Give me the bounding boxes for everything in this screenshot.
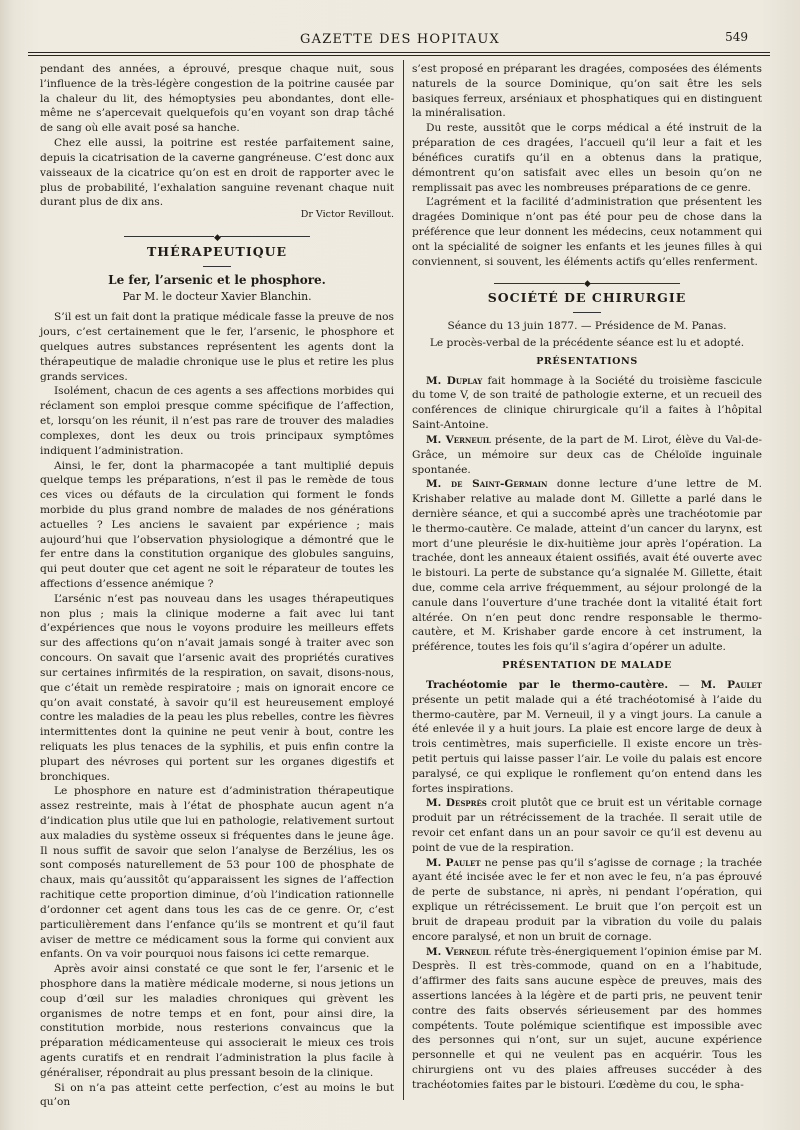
paragraph: Chez elle aussi, la poitrine est restée parfaitement saine, depuis la cicatrisation de la caverne gangréneuse. C’est donc aux vaisseaux de la cicatrice qu’on est en droit de rapporter avec le plus de probabilité, l’exhalation sanguine revenant chaque nuit durant plus de dix ans. (40, 137, 394, 209)
journal-title: GAZETTE DES HOPITAUX (300, 32, 500, 47)
paragraph: L’agrément et la facilité d’administration que présentent les dragées Dominique n’ont pas été pour peu de chose dans la préférence que leur donnent les médecins, ceux notamment qui ont la spécialité de soigner les enfants et les jeunes filles à qui conviennent, si souvent, les éléments actifs qu’elles renferment. (412, 196, 762, 268)
entry-text: fait hommage à la Société du troisième fascicule du tome V, de son traité de pathologie externe, et un recueil des conférences de clinique chirurgicale qu’il a faites à l’hôpital Saint-Antoine. (412, 374, 762, 432)
left-column (40, 62, 394, 1110)
discussion-entry (412, 945, 762, 1093)
paragraph: pendant des années, a éprouvé, presque chaque nuit, sous l’influence de la très-légère congestion de la poitrine causée par la chaleur du lit, des hémoptysies peu abondantes, dont elle-même ne s’apercevait quelquefois qu’en voyant son drap tâché de sang où elle avait posé sa hanche. (40, 63, 394, 135)
paragraph: Après avoir ainsi constaté ce que sont le fer, l’arsenic et le phosphore dans la matière médicale moderne, si nous jetions un coup d’œil sur les maladies chroniques qui grèvent les organismes de notre temps et en font, pour ainsi dire, la constitution morbide, nous resterions convaincus que la préparation médicamenteuse qui associerait le mieux ces trois agents curatifs et en rendrait l’administration la plus facile à généraliser, répondrait au plus pressant besoin de la clinique. (40, 963, 394, 1079)
paragraph: Ainsi, le fer, dont la pharmacopée a tant multiplié depuis quelque temps les préparations, n’est il pas le remède de tous ces vices ou défauts de la circulation qui forment le fonds morbide du plus grand nombre de malades de nos générations actuelles ? Les anciens le savaient par expérience ; mais aujourd’hui que l’observation physiologique a démontré que le fer entre dans la constitution organique des globules sanguins, qui peut douter que cet agent ne soit le réparateur de toutes les affections d’essence anémique ? (40, 459, 394, 590)
page-header (30, 30, 770, 50)
author-signature: Dr Victor Revillout. (300, 209, 394, 221)
paragraph: L’arsénic n’est pas nouveau dans les usages thérapeutiques non plus ; mais la clinique moderne a fait avec lui tant d’expériences que nous le voyons produire les meilleurs effets sur des affections qu’on n’avait jamais songé à traiter avec son concours. On savait que l’arsenic avait des propriétés curatives sur certaines infirmités de la respiration, on savait, disons-nous, que c’était un remède respiratoire ; mais on ignorait encore ce qu’on avait constaté, à savoir qu’il est heureusement employé contre les maladies de la peau les plus rebelles, contre les fièvres intermittentes dont la quinine ne peut venir à bout, contre les reliquats les plus tenaces de la syphilis, et puis enfin contre la plupart des névroses qui portent sur les organes digestifs et bronchiques. (40, 592, 394, 783)
header-rule (28, 52, 770, 53)
article-title: Le fer, l’arsenic et le phosphore. (108, 272, 326, 287)
section-ornament: ◆ (412, 276, 762, 286)
presentations-heading: PRÉSENTATIONS (536, 355, 638, 367)
speaker-name: M. Paulet (426, 856, 481, 869)
entry-text: croit plutôt que ce bruit est un véritable cornage produit par un rétrécissement de la trachée. Il serait utile de revoir cet enfant dans un an pour savoir ce qu’il est devenu au point de vue de la respiration. (412, 797, 763, 854)
article-author: Par M. le docteur Xavier Blanchin. (122, 289, 312, 303)
patient-heading: PRÉSENTATION DE MALADE (502, 660, 672, 672)
paragraph: Si on n’a pas atteint cette perfection, c’est au moins le but qu’on (40, 1081, 394, 1109)
section-ornament: ◆ (40, 230, 394, 240)
page-number: 549 (725, 30, 748, 44)
speaker-name: M. Verneuil (426, 945, 491, 958)
speaker-name: M. Duplay (426, 374, 483, 387)
entry-text: réfute très-énergiquement l’opinion émise par M. Desprès. Il est très-commode, quand on en a l’habitude, d’affirmer des faits sans aucune espèce de preuves, mais des assertions lancées à la légère et de parti pris, ne peuvent tenir contre des faits observés sérieusement par des hommes compétents. Toute polémique scientifique est impossible avec des personnes qui n’ont, sur un sujet, aucune expérience personnelle et qui ne veulent pas en acquérir. Tous les chirurgiens ont vu des plaies affreuses succéder à des trachéotomies faites par le bistouri. L’œdème du cou, le spha- (412, 945, 762, 1091)
entry-text: ne pense pas qu’il s’agisse de cornage ; la trachée ayant été incisée avec le fer et non avec le feu, n’a pas éprouvé de perte de substance, ni après, ni pendant l’opération, qui explique un rétrécissement. Le bruit que l’on perçoit est un bruit de drapeau produit par la vibration du voile du palais encore paralysé, et non un bruit de cornage. (412, 856, 762, 943)
presentation-entry (412, 374, 762, 433)
speaker-name: M. Verneuil (426, 433, 491, 446)
paragraph: Du reste, aussitôt que le corps médical a été instruit de la préparation de ces dragées, l’accueil qu’il leur a fait et les bénéfices curatifs qu’il en a obtenus dans la pratique, démontrent qu’on satisfait avec elles un besoin qu’on ne remplissait pas avec les nombreuses préparations de ce genre. (412, 122, 762, 194)
discussion-entry (412, 856, 762, 945)
entry-text: présente, de la part de M. Lirot, élève du Val-de-Grâce, un mémoire sur deux cas de Chéloïde inguinale spontanée. (412, 433, 762, 476)
minutes-line: Le procès-verbal de la précédente séance est lu et adopté. (429, 337, 745, 349)
right-column (412, 62, 762, 1093)
speaker-name: M. Desprès (426, 797, 487, 810)
section-heading: SOCIÉTÉ DE CHIRURGIE (487, 290, 687, 306)
heading-rule (203, 266, 231, 267)
paragraph: S’il est un fait dont la pratique médicale fasse la preuve de nos jours, c’est certainement que le fer, l’arsenic, le phosphore et quelques autres substances représentent les agents dont la thérapeutique de maladie chronique use le plus et retire les plus grands services. (40, 311, 394, 383)
paragraph: s’est proposé en préparant les dragées, composées des éléments naturels de la source Dominique, qu’on sait être les sels basiques ferreux, arséniaux et phosphatiques qui en distinguent la minéralisation. (412, 63, 762, 120)
entry-text: donne lecture d’une lettre de M. Krishaber relative au malade dont M. Gillette a parlé dans le dernière séance, et qui a succombé après une trachéotomie par le thermo-cautère. Ce malade, atteint d’un cancer du larynx, est mort d’une pleurésie le dix-huitième jour après l’opération. La trachée, dont les anneaux étaient ossifiés, avait été ouverte avec le bistouri. La perte de substance qu’a signalée M. Gillette, était due, comme cela arrive fréquemment, au séjour prolongé de la canule dans l’ouverture d’une trachée dont la vitalité était fort altérée. On n’en peut donc rendre responsable le thermo-cautère, et M. Krishaber garde encore à cet instrument, la préférence, toutes les fois qu’il s’agira d’opérer un adulte. (412, 478, 762, 654)
discussion-entry (412, 796, 762, 855)
patient-entry: Trachéotomie par le thermo-cautère. — M. Paulet présente un petit malade qui a été trachéotomisé à l’aide du thermo-cautère, par M. Verneuil, il y a vingt jours. La canule a été enlevée il y a huit jours. La plaie est encore large de deux à trois centimètres, mais superficielle. Il existe encore un très-petit pertuis qui laisse passer l’air. Le voile du palais est encore paralysé, ce qui explique le ronflement qu’on entend dans les fortes inspirations. (412, 678, 762, 795)
paragraph: Le phosphore en nature est d’administration thérapeutique assez restreinte, mais à l’état de phosphate aucun agent n’a d’indication plus utile que lui en pathologie, relativement surtout aux maladies du système osseux si fréquentes dans le jeune âge. Il nous suffit de savoir que selon l’analyse de Berzélius, les os sont composés naturellement de 53 pour 100 de phosphate de chaux, mais qu’aussitôt qu’apparaissent les signes de l’affection rachitique cette proportion diminue, d’où l’indication rationnelle d’ordonner cet agent dans tous les cas de ce genre. Or, c’est particulièrement dans l’enfance qu’ils se montrent et qu’il faut aviser de mettre ce médicament sous la forme qui convient aux enfants. On va voir pourquoi nous faisons ici cette remarque. (40, 785, 394, 961)
speaker-name: M. de Saint-Germain (426, 478, 548, 491)
paragraph: Isolément, chacun de ces agents a ses affections morbides qui réclament son emploi presque comme spécifique de l’affection, et, lorsqu’on les réunit, il n’est pas rare de trouver des maladies complexes, dont les deux ou trois principaux symptômes indiquent l’administration. (40, 385, 394, 457)
presentation-entry (412, 433, 762, 477)
presentation-entry (412, 477, 762, 655)
section-heading: THÉRAPEUTIQUE (146, 243, 288, 259)
entry-text: présente un petit malade qui a été trachéotomisé à l’aide du thermo-cautère, par M. Verneuil, il y a vingt jours. La canule a été enlevée il y a huit jours. La plaie est encore large de deux à trois centimètres, mais superficielle. Il existe encore un très-petit pertuis qui laisse passer l’air. Le voile du palais est encore paralysé, ce qui explique le ronflement qu’on entend dans les fortes inspirations. (412, 693, 762, 795)
heading-rule (573, 312, 601, 313)
case-title: Trachéotomie par le thermo-cautère. (426, 678, 669, 691)
session-line: Séance du 13 juin 1877. — Présidence de M. Panas. (447, 320, 727, 333)
speaker-name: M. Paulet (700, 678, 762, 691)
column-divider (403, 60, 404, 1100)
header-rule-double (28, 55, 770, 56)
